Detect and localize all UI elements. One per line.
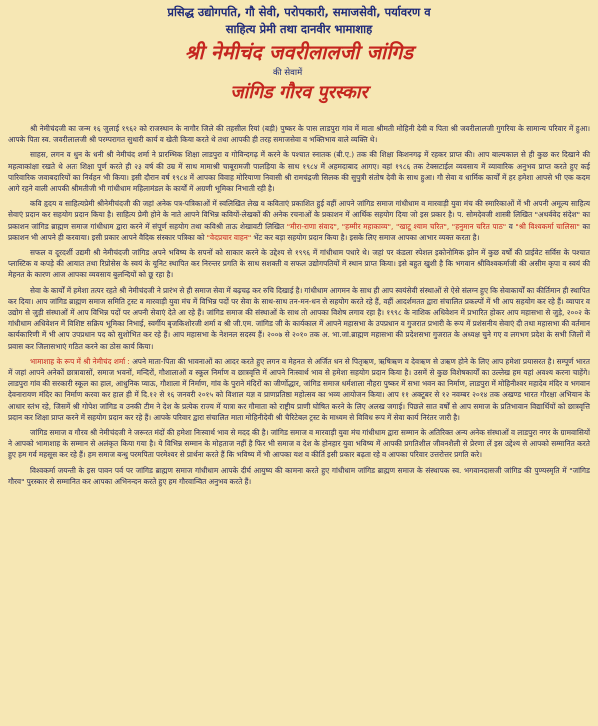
book-titles: "मीरा-राणा संवाद", "हम्मीर महाकाव्य", "खाटू श्याम चरित", "हनुमान चरित पाठ" xyxy=(286,221,507,231)
paragraph-literature-text-4: भेंट कर बड़ा सहयोग प्रदान किया है। इसके लिए समाज आपका आभार व्यक्त करता है। xyxy=(251,232,480,242)
paragraph-honors-text: जांगिड समाज व गौरव श्री नेमीचंदजी ने जरूरत मंदों की हमेशा निःस्वार्थ भाव से मदद की है। जांगिड समाज व मारवाड़ी युवा मंच गांधीधाम द्वारा सम्मान के अतिरिक्त अन्य अनेक संस्थाओं व लाडपुरा नगर के ग्रामवासियों ने आपको भामाशाह के सम्मान से अलंकृत किया गया है। ये विभिन्न सम्मान के मोहताज नहीं है फिर भी समाज व देश के होनहार युवा भविष्य में आपकी प्रगतिशील जीवनशैली से प्रेरणा लें इस उद्देश्य से आपको सम्मानित करते हुए हम गर्व महसूस कर रहे हैं। हम समाज बन्धु परमपिता परमेश्वर से प्रार्थना करते हैं कि भविष्य में भी आपका यश व कीर्ति इसी प्रकार बढ़ता रहे व आपका परिवार उत्तरोत्तर प्रगति करे। xyxy=(8,428,590,460)
citation-body xyxy=(8,123,590,487)
header-line-2: साहित्य प्रेमी तथा दानवीर भामाशाह xyxy=(225,22,373,36)
paragraph-education-text: साहस, लगन व धुन के धनी श्री नेमीचंद शर्मा ने प्रारम्भिक शिक्षा लाडपुरा व गोविन्दगढ़ में करने के पश्चात स्नातक (बी.ए.) तक की शिक्षा किशनगढ़ में रहकर प्राप्त की। आप बाल्यकाल से ही कुछ कर दिखाने की महत्वाकांक्षा रखते थे अतः शिक्षा पूर्ण करते ही २३ वर्ष की उम्र में साथ मामाश्री चाबूरामजी पालड़िया के साथ १९८४ में अहमदाबाद आगए। वहां १९८६ तक टेक्सटाईल व्यवसाय में व्यावारिक अनुभव प्राप्त करते हुए कई पारिवारिक जवाबदारियों का निर्वहन भी किया। इसी दौरान वर्ष १९८४ में आपका विवाह मोरियाणा निवासी श्री रामचंद्रजी सिलक की सुपुत्री संतोष देवी के साथ हुआ। गौ सेवा व धार्मिक कार्यों में हर हमेशा आपसे भी एक कदम आगे रहने वाली आपकी श्रीमतीजी भी गांधीधाम महिलामंडल के कार्यों में अग्रणी भूमिका निभाती रही है। xyxy=(8,150,590,194)
paragraph-bhamashah xyxy=(8,356,590,423)
paragraph-service xyxy=(8,285,590,352)
bhamashah-lead: भामाशाह के रूप में श्री नेमीचंद शर्मा : xyxy=(30,356,130,366)
seva-text: की सेवामें xyxy=(273,68,303,78)
paragraph-literature xyxy=(8,198,590,243)
paragraph-birth xyxy=(8,123,590,145)
paragraph-literature-text-3: का प्रकाशन भी आपने ही करवाया। इसी प्रकार आपने वैदिक संस्कार पत्रिका को xyxy=(8,221,590,242)
paragraph-literature-text-1: कवि हृदय व साहित्यप्रेमी श्रीनेमीचंदजी की जहां अनेक पत्र-पत्रिकाओं में स्वलिखित लेख व कविताएं प्रकाशित हुई वहीं आपने जांगिड समाज गांधीधाम व मारवाड़ी युवा मंच की स्मारिकाओं में भी अपनी अमूल्य साहित्य सेवाएं प्रदान कर सहयोग प्रदान किया है। साहित्य प्रेमी होने के नाते आपने विभिन्न कवियों-लेखकों की अनेक रचनाओं के प्रकाशन में आर्थिक सहयोग दिया जो इस प्रकार है। प. सोमदेवजी शास्त्री लिखित "अथर्ववेद संदेश" का प्रकाशन जांगिड ब्राह्मण समाज गांधीधाम द्वारा करने में संपूर्ण सहयोग तथा कविश्री ताऊ शेखावटी लिखित xyxy=(8,199,590,231)
paragraph-closing-text: विश्वकर्मा जयन्ती के इस पावन पर्व पर जांगिड ब्राह्मण समाज गांधीधाम आपके दीर्घ आयुष्य की कामना करते हुए गांधीधाम जांगिड ब्राह्मण समाज के संस्थापक स्व. भगवानदासजी जांगिड की पुण्यस्मृति में "जांगिड गौरव" पुरस्कार से सम्मानित कर आपका अभिनन्दन करते हुए हम गौरवान्वित अनुभव करते हैं। xyxy=(8,465,590,486)
award-title: जांगिड गौरव पुरस्कार xyxy=(230,82,368,103)
book-title-chalisa: "श्री विश्वकर्मा चालिसा" xyxy=(515,221,580,231)
paragraph-education xyxy=(8,149,590,194)
paragraph-honors xyxy=(8,427,590,461)
header xyxy=(8,0,590,105)
header-line-1: प्रसिद्ध उद्योगपति, गौ सेवी, परोपकारी, समाजसेवी, पर्यावरण व xyxy=(167,5,431,19)
seva-row xyxy=(8,67,590,81)
honoree-name: श्री नेमीचंद जवरीलालजी जांगिड xyxy=(184,41,414,64)
gift-title: "वेदप्रचार वाहन" xyxy=(206,232,252,242)
paragraph-business-text: सफल व दूरदर्शी उद्यमी श्री नेमीचंदजी जांगिड अपने भविष्य के सपनों को साकार करने के उद्देश्य से १९९६ में गांधीधाम पधारे थे। जहां पर कंडला स्पेशल इकोनोमिक झोन में कुछ वर्षों की प्राईवेट सर्विस के पश्चात प्लास्टिक व कपड़े की आयात तथा रिप्रोसेस के स्वयं के यूनिट स्थापित कर निरन्तर प्रगति के साथ सशक्ती व सफल उद्योगपतियों में स्थान प्राप्त किया। इसे बहुत खुशी है कि भगवान श्रीविश्वकर्माजी की असीम कृपा व स्वयं की मेहनत के कारण आज आपका व्यवसाय बुलन्दियों को छू रहा है। xyxy=(8,248,590,280)
paragraph-service-text: सेवा के कार्यों में हमेशा तत्पर रहते श्री नेमीचंदजी ने प्रारंभ से ही समाज सेवा में बढ़चढ़ कर रुचि दिखाई है। गांधीधाम आगमन के साथ ही आप स्वयंसेवी संस्थाओं से ऐसे संलग्न हुए कि सेवाकार्यों का कीर्तिमान ही स्थापित कर दिया। आप जांगिड ब्राह्मण समाज समिति ट्रस्ट व मारवाड़ी युवा मंच में विभिन्न पदों पर सेवा के साथ-साथ तन-मन-धन से सहयोग करते रहे हैं, वहीं आदर्शमतत द्वारा संचालित प्रकल्पों में भी आप सहयोग कर रहे हैं। व्यापार व उद्योग से जुड़ी संस्थाओं में आप विभिन्न पदों पर अपनी सेवाएं देते आ रहे हैं। जांगिड समाज की संस्थाओं के साथ तो आपका विशेष लगाव रहा है। १९९८ के नाशिक अधिवेशन में प्रभारित होकर आप महासभा से जुड़े, २००२ के गांधीधाम अधिवेशन में विशिष्ट सक्रिय भूमिका निभाई, स्वर्गीय बृजकिशोरजी शर्मा व श्री जी.एम. जांगिड जी के कार्यकाल में आपने महासभा के उपप्रधान व गुजरात प्रभारी के रूप में प्रशंसनीय सेवाएं दी तथा महासभा की वर्तमान कार्यकारिणी में भी आप उपप्रधान पद को सुशोभित कर रहे हैं। आप महासभा के नेशनल सदस्य हैं। २००७ से २०१० तक अ. भा.जां.ब्राह्मण महासभा की प्रदेशसभा गुजरात के अध्यक्ष चुने गए व लगभग प्रदेश के सभी जिलों में प्रवास कर जिलासभाएं गठित करने का ठोस कार्य किया। xyxy=(8,285,590,351)
paragraph-bhamashah-text: अपने माता-पिता की भावनाओं का आदर करते हुए लगन व मेहनत से अर्जित धन से पितृऋण, ऋषिऋण व देवऋण से उऋण होने के लिए आप हमेशा प्रयासरत है। सम्पूर्ण भारत में जहां आपने अनेकों छात्रावासों, समाज भवनों, मन्दिरों, गौशालाओं व स्कूल निर्माण व छात्रवृत्ति में आपने निःस्वार्थ भाव से हमेशा सहयोग प्रदान किया है। उसमें से कुछ विशेषकार्यों का उल्लेख हम यहां अवश्य करना चाहेंगे। लाडपुरा गांव की सरकारी स्कूल का हाल, आधुनिक प्याऊ, गौशाला में निर्माण, गांव के पुराने मंदिरों का जीर्णोद्धार, जांगिड समाज धर्मशाला नौहरा पुष्कर में सभा भवन का निर्माण, लाडपुरा में मोहिनीश्वर महादेव मंदिर व भगवान देवनारायण मंदिर का निर्माण करवा कर हाल ही में दि.१२ से १६ जनवरी २०१५ को विशाल यज्ञ व प्राणप्रतिष्ठा महोत्सव का भव्य आयोजन किया। आप ११ अक्टूबर से १२ नवम्बर २०१४ तक अखण्ड भारत गौरक्षा अभियान के आधार स्तंभ रहे, जिसमें श्री गोपेश जांगिड व उनकी टीम ने देश के प्रत्येक राज्य में यात्रा कर गौमाता को राष्ट्रीय प्राणी घोषित करने के लिए अलख जगाई। पिछले सात वर्षों से आप समाज के प्रतिभावान विद्यार्थियों को छात्रवृत्ति प्रदान कर शिक्षा प्राप्त करने में सहयोग प्रदान कर रहे हैं। आपके परिवार द्वारा संचालित माता मोहिनीदेवी श्री चैरिटेबल ट्रस्ट के माध्यम से विविध रूप में सेवा कार्य निरंतर जारी है। xyxy=(8,356,590,422)
paragraph-literature-text-2: व xyxy=(506,221,516,231)
paragraph-birth-text: श्री नेमीचंदजी का जन्म १६ जुलाई १९६२ को राजस्थान के नागौर जिले की तहसील रियां (बड़ी) पुष्कर के पास लाडपुरा गांव में माता श्रीमती मोहिनी देवी व पिता श्री जवरीलालजी गुगरिया के सामान्य परिवार में हुआ। आपके पिता स्व. जवरीलालजी श्री परम्परागत सुथारी कार्य व खेती किया करते थे तथा आपकी ही तरह समाजसेवा व भक्तिभाव वाले व्यक्ति थे। xyxy=(8,124,590,145)
paragraph-closing xyxy=(8,465,590,487)
paragraph-business xyxy=(8,247,590,281)
